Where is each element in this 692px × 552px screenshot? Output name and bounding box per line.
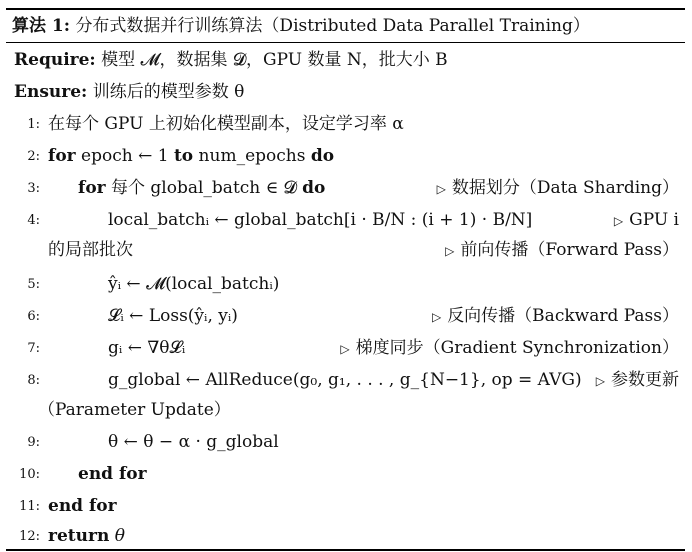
- comment-text: 参数更新: [611, 370, 679, 390]
- require-label: Require:: [14, 50, 96, 70]
- comment-text: 前向传播（Forward Pass）: [460, 240, 679, 260]
- keyword-for: for: [78, 178, 106, 198]
- step-text: 每个 global_batch ∈ 𝓓: [111, 178, 297, 198]
- comment-text: 数据划分（Data Sharding）: [451, 178, 679, 198]
- step-line: [14, 236, 679, 264]
- step-line: [14, 428, 679, 456]
- line-number: 4:: [27, 213, 40, 228]
- require-line: [14, 46, 679, 74]
- step-line: [14, 142, 679, 170]
- line-number: 8:: [27, 373, 40, 388]
- keyword-return: return: [48, 526, 110, 546]
- line-number: 1:: [27, 117, 40, 132]
- step-text: θ: [114, 526, 125, 546]
- comment-text: 反向传播（Backward Pass）: [447, 306, 679, 326]
- triangle-right-icon: ▷: [613, 214, 624, 228]
- algorithm-label: 算法 1:: [12, 16, 71, 36]
- keyword-for: for: [48, 146, 76, 166]
- line-number: 11:: [19, 499, 40, 514]
- ensure-label: Ensure:: [14, 82, 88, 102]
- step-line: [14, 492, 679, 520]
- step-line: [14, 270, 679, 298]
- line-number: 7:: [27, 341, 40, 356]
- step-text: （Parameter Update）: [38, 400, 231, 420]
- algorithm-title: [12, 12, 677, 40]
- comment-text: 梯度同步（Gradient Synchronization）: [355, 338, 679, 358]
- step-line: [14, 206, 679, 234]
- require-text: 模型 𝓜，数据集 𝓓，GPU 数量 N，批大小 B: [101, 50, 448, 70]
- triangle-right-icon: ▷: [431, 310, 442, 324]
- keyword-end-for: end for: [78, 464, 147, 484]
- line-number: 12:: [19, 529, 40, 544]
- step-text: ŷᵢ ← 𝓜(local_batchᵢ): [108, 274, 280, 294]
- header-rule: [6, 42, 685, 43]
- step-text: 𝓛ᵢ ← Loss(ŷᵢ, yᵢ): [108, 306, 238, 326]
- step-line: [14, 396, 679, 424]
- step-text: θ ← θ − α · g_global: [108, 432, 279, 452]
- step-text: num_epochs: [198, 146, 306, 166]
- step-line: [14, 460, 679, 488]
- step-line: [14, 302, 679, 330]
- line-number: 3:: [27, 181, 40, 196]
- keyword-do: do: [302, 178, 326, 198]
- line-number: 9:: [27, 435, 40, 450]
- step-text: g_global ← AllReduce(g₀, g₁, . . . , g_{N−1}, op = AVG): [108, 370, 582, 390]
- triangle-right-icon: ▷: [340, 342, 350, 356]
- line-number: 6:: [27, 309, 40, 324]
- step-line: [14, 334, 679, 362]
- ensure-line: [14, 78, 679, 106]
- step-line: [14, 522, 679, 550]
- line-number: 5:: [27, 277, 40, 292]
- top-rule: [6, 8, 685, 10]
- step-text: gᵢ ← ∇θ𝓛ᵢ: [108, 338, 186, 358]
- comment-text: GPU i: [629, 210, 679, 230]
- algorithm-title-text: 分布式数据并行训练算法（Distributed Data Parallel Training）: [75, 16, 590, 36]
- step-text: 在每个 GPU 上初始化模型副本，设定学习率 α: [48, 114, 404, 134]
- ensure-text: 训练后的模型参数 θ: [92, 82, 245, 102]
- step-line: [14, 110, 679, 138]
- step-text: local_batchᵢ ← global_batch[i · B/N : (i + 1) · B/N]: [108, 210, 533, 230]
- triangle-right-icon: ▷: [445, 244, 455, 258]
- keyword-to: to: [173, 146, 194, 166]
- triangle-right-icon: ▷: [436, 182, 446, 196]
- step-text: 的局部批次: [48, 240, 133, 260]
- step-line: [14, 366, 679, 394]
- line-number: 10:: [19, 467, 40, 482]
- keyword-do: do: [310, 146, 335, 166]
- keyword-end-for: end for: [48, 496, 117, 516]
- step-line: [14, 174, 679, 202]
- step-text: epoch ← 1: [81, 146, 169, 166]
- line-number: 2:: [27, 149, 40, 164]
- triangle-right-icon: ▷: [595, 374, 605, 388]
